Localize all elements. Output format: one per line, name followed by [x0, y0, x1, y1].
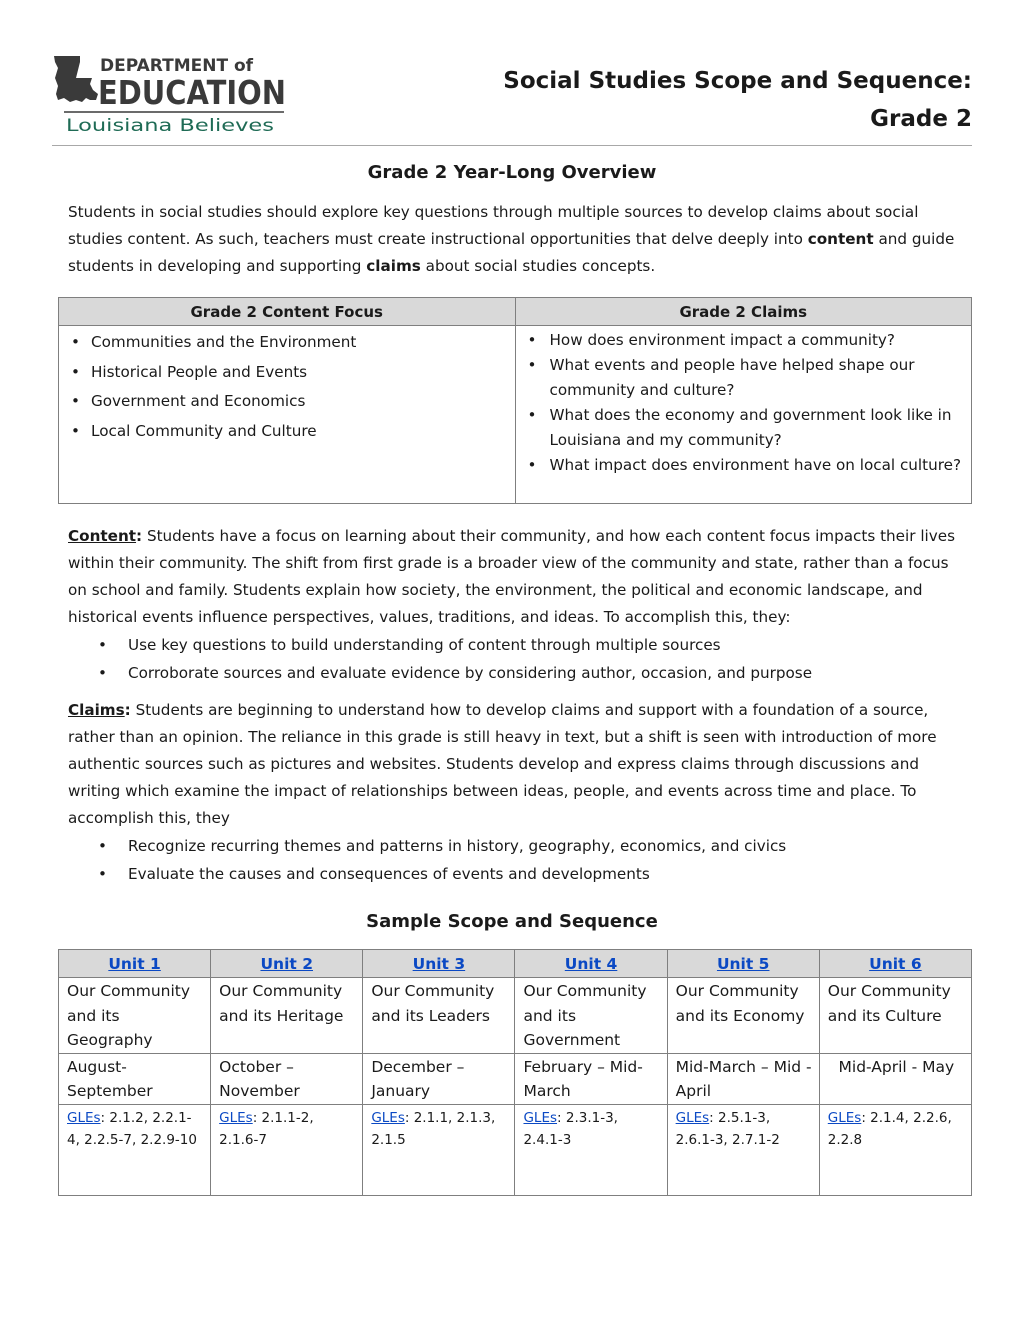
- focus-item: • Historical People and Events: [65, 358, 511, 388]
- claims-bullet: • Evaluate the causes and consequences of events and developments: [68, 860, 968, 888]
- claims-text: Students are beginning to understand how to develop claims and support with a foundation of a source, rather than an opinion. The reliance in this grade is still heavy in text, but a shift is seen with introduction of more authentic sources such as pictures and websites. Students develop and express claims through discussions and writing which examine the impact of relationships between ideas, people, and events across time and place. To accomplish this, they: [68, 701, 937, 827]
- unit-header: [515, 950, 667, 978]
- unit-gles: GLEs: 2.1.1, 2.1.3, 2.1.5: [363, 1104, 515, 1195]
- svg-text:DEPARTMENT of: DEPARTMENT of: [100, 56, 254, 76]
- claims-bullet: • Recognize recurring themes and patterns in history, geography, economics, and civics: [68, 832, 968, 860]
- focus-item: • Communities and the Environment: [65, 328, 511, 358]
- claim-item: • How does environment impact a community?: [522, 328, 968, 353]
- unit-dates: Mid-April - May: [819, 1053, 971, 1104]
- content-focus-header: Grade 2 Content Focus: [59, 298, 516, 326]
- header-divider: [52, 145, 972, 146]
- gles-link[interactable]: GLEs: [827, 1109, 862, 1126]
- unit-dates: Mid-March – Mid -April: [667, 1053, 819, 1104]
- unit-title: Our Community and its Heritage: [211, 978, 363, 1054]
- unit-header: [819, 950, 971, 978]
- unit-dates: December – January: [363, 1053, 515, 1104]
- unit-title: Our Community and its Leaders: [363, 978, 515, 1054]
- content-bullet: • Use key questions to build understanding of content through multiple sources: [68, 631, 968, 659]
- gles-link[interactable]: GLEs: [523, 1109, 558, 1126]
- overview-heading: Grade 2 Year-Long Overview: [367, 162, 657, 183]
- overview-intro: Students in social studies should explore key questions through multiple sources to develop claims about social studies content. As such, teachers must create instructional opportunities that delve deeply into content and guide students in developing and supporting claims about social studies concepts.: [68, 203, 955, 275]
- unit-dates: February – Mid-March: [515, 1053, 667, 1104]
- svg-text:EDUCATION: EDUCATION: [98, 73, 286, 112]
- claims-label: Claims: [68, 701, 125, 719]
- unit-title: Our Community and its Geography: [59, 978, 211, 1054]
- claims-section: Claims: Students are beginning to understand how to develop claims and support with a foundation of a source, rather than an opinion. The reliance in this grade is still heavy in text, but a shift is seen with introduction of more authentic sources such as pictures and websites. Students develop and express claims through discussions and writing which examine the impact of relationships between ideas, people, and events across time and place. To accomplish this, they • Recognize recurring themes and patterns in history, geography, economics, and civics • Evaluate the causes and consequences of events and developments: [68, 697, 968, 888]
- claim-item: • What does the economy and government look like in Louisiana and my community?: [522, 403, 968, 453]
- gles-link[interactable]: GLEs: [371, 1109, 405, 1126]
- content-bullet: • Corroborate sources and evaluate evidence by considering author, occasion, and purpose: [68, 659, 968, 687]
- unit-header: [363, 950, 515, 978]
- unit-gles: GLEs: 2.1.1-2, 2.1.6-7: [211, 1104, 363, 1195]
- unit-link[interactable]: Unit 6: [869, 954, 922, 973]
- content-label: Content: [68, 527, 137, 545]
- unit-title: Our Community and its Government: [515, 978, 667, 1054]
- unit-header: [59, 950, 211, 978]
- content-claims-table: [58, 297, 972, 504]
- unit-title: Our Community and its Culture: [819, 978, 971, 1054]
- unit-link[interactable]: Unit 1: [108, 954, 161, 973]
- claim-item: • What events and people have helped shape our community and culture?: [522, 353, 968, 403]
- unit-gles: GLEs: 2.1.2, 2.2.1-4, 2.2.5-7, 2.2.9-10: [59, 1104, 211, 1195]
- focus-item: • Government and Economics: [65, 387, 511, 417]
- claims-header: Grade 2 Claims: [515, 298, 972, 326]
- title-line-1: Social Studies Scope and Sequence:: [503, 68, 972, 94]
- gles-link[interactable]: GLEs: [675, 1109, 710, 1126]
- unit-header: [211, 950, 363, 978]
- unit-dates: October – November: [211, 1053, 363, 1104]
- content-text: Students have a focus on learning about their community, and how each content focus impacts their lives within their community. The shift from first grade is a broader view of the community and state, rather than a focus on school and family. Students explain how society, the environment, the political and economic landscape, and historical events influence perspectives, values, traditions, and ideas. To accomplish this, they:: [68, 527, 955, 626]
- title-line-2: Grade 2: [870, 106, 972, 132]
- unit-gles: GLEs: 2.1.4, 2.2.6, 2.2.8: [819, 1104, 971, 1195]
- unit-link[interactable]: Unit 4: [564, 954, 618, 973]
- gles-link[interactable]: GLEs: [219, 1109, 253, 1126]
- unit-link[interactable]: Unit 2: [260, 954, 313, 973]
- focus-item: • Local Community and Culture: [65, 417, 511, 447]
- claims-cell: [515, 326, 972, 504]
- louisiana-state-icon: [52, 52, 292, 138]
- unit-gles: GLEs: 2.5.1-3, 2.6.1-3, 2.7.1-2: [667, 1104, 819, 1195]
- gles-link[interactable]: GLEs: [67, 1109, 101, 1126]
- svg-text:Louisiana Believes: Louisiana Believes: [66, 116, 275, 136]
- unit-header: [667, 950, 819, 978]
- unit-link[interactable]: Unit 5: [716, 954, 770, 973]
- content-section: Content: Students have a focus on learning about their community, and how each content focus impacts their lives within their community. The shift from first grade is a broader view of the community and state, rather than a focus on school and family. Students explain how society, the environment, the political and economic landscape, and historical events influence perspectives, values, traditions, and ideas. To accomplish this, they: • Use key questions to build understanding of content through multiple sources • Corroborate sources and evaluate evidence by considering author, occasion, and purpose: [68, 523, 968, 687]
- unit-gles: GLEs: 2.3.1-3, 2.4.1-3: [515, 1104, 667, 1195]
- document-title: [503, 62, 972, 138]
- unit-title: Our Community and its Economy: [667, 978, 819, 1054]
- unit-dates: August-September: [59, 1053, 211, 1104]
- unit-link[interactable]: Unit 3: [412, 954, 466, 973]
- scope-sequence-table: [58, 949, 972, 1196]
- claim-item: • What impact does environment have on local culture?: [522, 453, 968, 478]
- department-logo: [52, 52, 292, 138]
- content-focus-cell: [59, 326, 516, 504]
- sequence-heading: Sample Scope and Sequence: [366, 911, 658, 932]
